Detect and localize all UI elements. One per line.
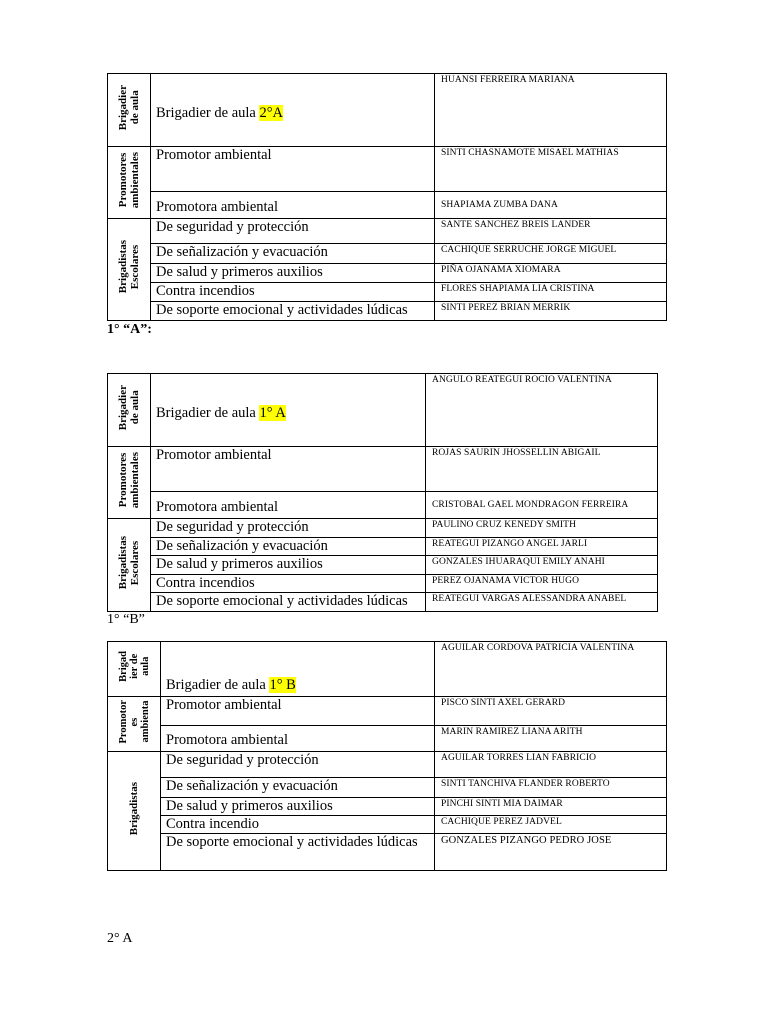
promotor-name: SINTI CHASNAMOTE MISAEL MATHIAS	[435, 147, 667, 192]
group-label-brigadier: Brigadier de aula	[108, 374, 151, 447]
brigadista-role: Contra incendios	[151, 283, 435, 302]
brigade-table-2a	[107, 73, 667, 321]
brigadier-role: Brigadier de aula 2°A	[151, 74, 435, 147]
promotora-name: MARIN RAMIREZ LIANA ARITH	[435, 726, 667, 752]
brigadista-name: PINCHI SINTI MIA DAIMAR	[435, 798, 667, 816]
brigadier-name: AGUILAR CORDOVA PATRICIA VALENTINA	[435, 642, 667, 697]
brigadista-name: REATEGUI PIZANGO ANGEL JARLI	[426, 538, 658, 556]
promotor-name: ROJAS SAURIN JHOSSELLIN ABIGAIL	[426, 447, 658, 492]
promotor-name: PISCO SINTI AXEL GERARD	[435, 697, 667, 726]
promotora-name: SHAPIAMA ZUMBA DANA	[435, 192, 667, 219]
promotora-role: Promotora ambiental	[151, 492, 426, 519]
brigadista-role: Contra incendio	[161, 816, 435, 834]
brigadista-name: PEREZ OJANAMA VICTOR HUGO	[426, 575, 658, 593]
promotor-role: Promotor ambiental	[161, 697, 435, 726]
brigadista-role: De seguridad y protección	[161, 752, 435, 778]
class-highlight: 2°A	[259, 104, 283, 121]
brigadier-name: ANGULO REATEGUI ROCIO VALENTINA	[426, 374, 658, 447]
brigadista-role: De seguridad y protección	[151, 219, 435, 244]
promotor-role: Promotor ambiental	[151, 447, 426, 492]
class-highlight: 1° A	[259, 404, 286, 421]
section-caption: 1° “A”:	[107, 322, 152, 337]
brigadista-name: GONZALES IHUARAQUI EMILY ANAHI	[426, 556, 658, 575]
brigadier-role: Brigadier de aula 1° A	[151, 374, 426, 447]
class-highlight: 1° B	[269, 677, 296, 693]
group-label-brigadier: Brigadier de aula	[108, 74, 151, 147]
brigadista-role: De señalización y evacuación	[151, 244, 435, 264]
brigadista-role: De seguridad y protección	[151, 519, 426, 538]
brigadier-role: Brigadier de aula 1° B	[161, 642, 435, 697]
brigadista-role: De soporte emocional y actividades lúdicas	[151, 593, 426, 612]
promotora-name: CRISTOBAL GAEL MONDRAGON FERREIRA	[426, 492, 658, 519]
brigadista-name: CACHIQUE SERRUCHE JORGE MIGUEL	[435, 244, 667, 264]
brigadista-name: PAULINO CRUZ KENEDY SMITH	[426, 519, 658, 538]
brigadista-name: FLORES SHAPIAMA LIA CRISTINA	[435, 283, 667, 302]
brigadista-role: De señalización y evacuación	[151, 538, 426, 556]
promotor-role: Promotor ambiental	[151, 147, 435, 192]
brigadista-name: SINTI TANCHIVA FLANDER ROBERTO	[435, 778, 667, 798]
group-label-promotores: Promotores ambientales	[108, 147, 151, 219]
promotora-role: Promotora ambiental	[151, 192, 435, 219]
brigadier-name: HUANSI FERREIRA MARIANA	[435, 74, 667, 147]
brigadista-name: SINTI PEREZ BRIAN MERRIK	[435, 302, 667, 321]
promotora-role: Promotora ambiental	[161, 726, 435, 752]
group-label-brigadistas: Brigadistas Escolares	[108, 519, 151, 612]
brigadista-name: GONZALES PIZANGO PEDRO JOSE	[435, 834, 667, 871]
group-label-brigadier: Brigad ier de aula	[108, 642, 161, 697]
brigadista-role: Contra incendios	[151, 575, 426, 593]
brigadista-name: PIÑA OJANAMA XIOMARA	[435, 264, 667, 283]
brigadista-name: REATEGUI VARGAS ALESSANDRA ANABEL	[426, 593, 658, 612]
group-label-brigadistas: Brigadistas	[108, 752, 161, 871]
brigadista-role: De soporte emocional y actividades lúdicas	[161, 834, 435, 871]
brigadista-role: De salud y primeros auxilios	[151, 264, 435, 283]
brigadista-name: SANTE SANCHEZ BREIS LANDER	[435, 219, 667, 244]
section-caption: 2° A	[107, 931, 133, 946]
brigade-table-1b	[107, 641, 667, 871]
brigadista-role: De señalización y evacuación	[161, 778, 435, 798]
brigadista-name: CACHIQUE PEREZ JADVEL	[435, 816, 667, 834]
brigadista-role: De soporte emocional y actividades lúdicas	[151, 302, 435, 321]
brigadista-role: De salud y primeros auxilios	[161, 798, 435, 816]
group-label-brigadistas: Brigadistas Escolares	[108, 219, 151, 321]
brigadista-name: AGUILAR TORRES LIAN FABRICIO	[435, 752, 667, 778]
group-label-promotores: Promotores ambientales	[108, 447, 151, 519]
brigadista-role: De salud y primeros auxilios	[151, 556, 426, 575]
group-label-promotores: Promotor es ambienta	[108, 697, 161, 752]
section-caption: 1° “B”	[107, 612, 145, 627]
brigade-table-1a	[107, 373, 658, 612]
